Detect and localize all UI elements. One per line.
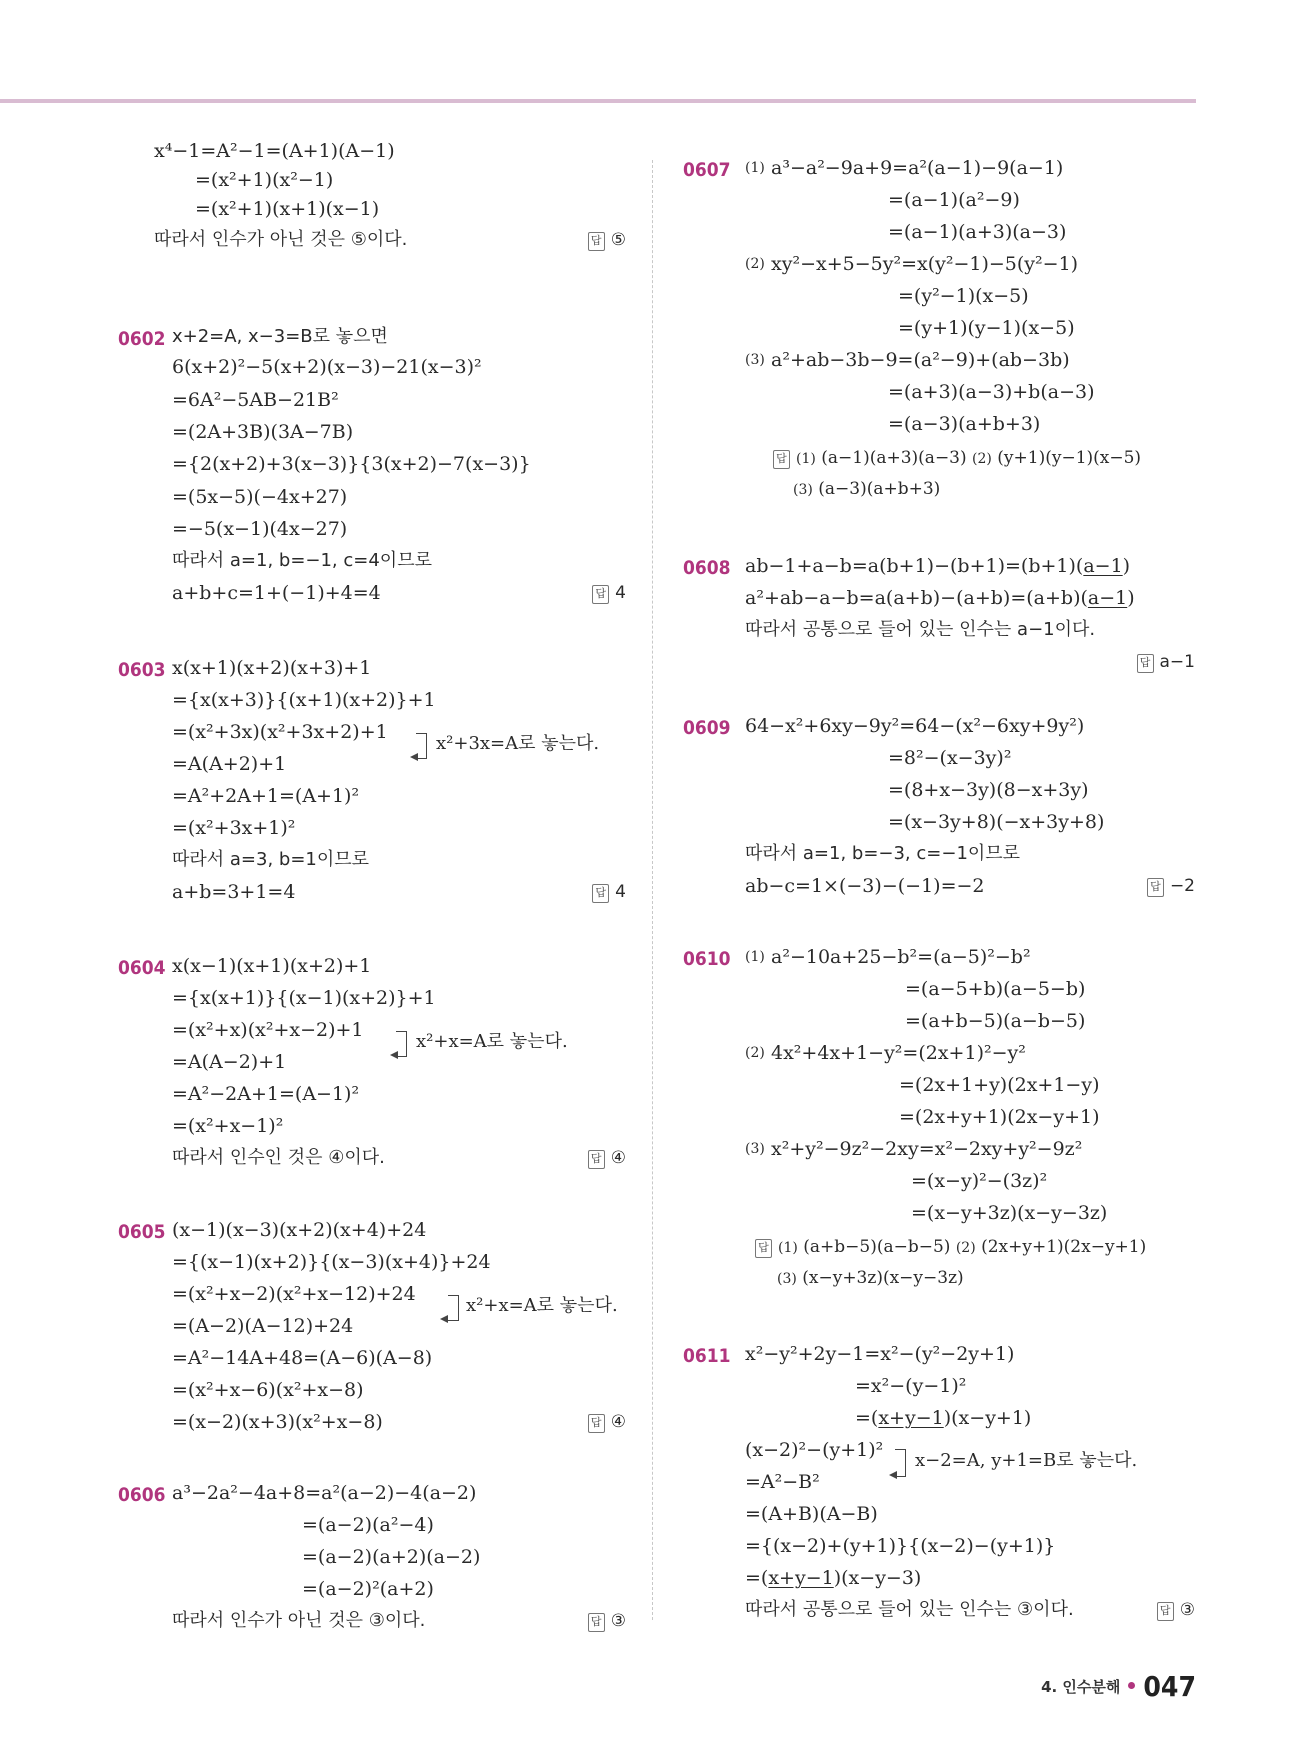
solution-line: =(x−3y+8)(−x+3y+8) [888, 811, 1105, 833]
solution-line: =(2A+3B)(3A−7B) [172, 421, 354, 443]
hint-arrow-icon [410, 753, 418, 761]
answer-value: 4 [615, 583, 626, 603]
solution-line [745, 1565, 921, 1591]
solution-line [745, 553, 1130, 579]
solution-line: =(x²+3x)(x²+3x+2)+1 [172, 721, 388, 743]
solution-line: =(8+x−3y)(8−x+3y) [888, 779, 1089, 801]
solution-line: =(a+b−5)(a−b−5) [905, 1010, 1086, 1032]
conclusion-text: 따라서 인수인 것은 ④이다. [172, 1147, 385, 1168]
part-label: (3) [793, 482, 813, 498]
answer [588, 1608, 626, 1634]
chapter-title: 4. 인수분해 [1041, 1678, 1121, 1696]
problem-number: 0606 [118, 1484, 166, 1506]
answer-value: ④ [610, 1412, 626, 1432]
solution-line: =(5x−5)(−4x+27) [172, 486, 348, 508]
solution-line: =A(A+2)+1 [172, 753, 287, 775]
conclusion-text: 따라서 공통으로 들어 있는 인수는 a−1이다. [745, 619, 1096, 640]
solution-line: =(x−y+3z)(x−y−3z) [911, 1202, 1108, 1224]
conclusion-text: 따라서 인수가 아닌 것은 ⑤이다. [154, 229, 408, 250]
solution-line: x(x−1)(x+1)(x+2)+1 [172, 955, 372, 977]
answer-icon: 답 [592, 585, 609, 604]
answer-icon: 답 [1157, 1602, 1174, 1621]
common-factor: x+y−1 [768, 1567, 834, 1589]
problem-number: 0603 [118, 659, 166, 681]
solution-line: =(x²+3x+1)² [172, 817, 296, 839]
answer-value: (a−1)(a+3)(a−3) [821, 448, 967, 468]
solution-line: =(2x+y+1)(2x−y+1) [899, 1106, 1100, 1128]
solution-line: =(x²+x−1)² [172, 1115, 284, 1137]
answer [755, 1234, 1146, 1261]
hint-arrow-icon [889, 1471, 897, 1479]
solution-line: =(x²+1)(x²−1) [195, 169, 334, 191]
solution-line: =A²−B² [745, 1471, 820, 1493]
solution-line: a²−10a+25−b²=(a−5)²−b² [771, 946, 1031, 968]
solution-line: =A²−14A+48=(A−6)(A−8) [172, 1347, 433, 1369]
answer-value: (2x+y+1)(2x−y+1) [981, 1237, 1147, 1257]
answer-value: ③ [610, 1611, 626, 1631]
answer [588, 227, 626, 253]
solution-line: a³−a²−9a+9=a²(a−1)−9(a−1) [771, 157, 1064, 179]
solution-line: =(a−2)(a+2)(a−2) [302, 1546, 481, 1568]
column-divider [652, 160, 653, 1620]
expression: ab−1+a−b=a(b+1)−(b+1)=(b+1)( [745, 555, 1084, 577]
solution-line: ={x(x+3)}{(x+1)(x+2)}+1 [172, 689, 436, 711]
conclusion-text: 따라서 공통으로 들어 있는 인수는 ③이다. [745, 1599, 1074, 1620]
hint-arrow-icon [390, 1051, 398, 1059]
solution-line: (x−1)(x−3)(x+2)(x+4)+24 [172, 1219, 427, 1241]
solution-line: =(y²−1)(x−5) [898, 285, 1029, 307]
solution-line: ={x(x+1)}{(x−1)(x+2)}+1 [172, 987, 436, 1009]
answer [592, 580, 626, 606]
solution-line: a²+ab−3b−9=(a²−9)+(ab−3b) [771, 349, 1070, 371]
solution-line: ab−c=1×(−3)−(−1)=−2 [745, 875, 985, 897]
part-label: (2) [745, 1045, 765, 1061]
solution-line: =(x²+x−6)(x²+x−8) [172, 1379, 364, 1401]
solution-line: =(x²+x−2)(x²+x−12)+24 [172, 1283, 416, 1305]
solution-line: a+b=3+1=4 [172, 881, 296, 903]
problem-number: 0610 [683, 948, 731, 970]
solution-line: =(x²+1)(x+1)(x−1) [195, 198, 380, 220]
problem-number: 0607 [683, 159, 731, 181]
problem-number: 0608 [683, 557, 731, 579]
problem-number: 0609 [683, 717, 731, 739]
answer [1147, 873, 1195, 899]
solution-line: (x−2)²−(y+1)² [745, 1439, 884, 1461]
solution-line: x+2=A, x−3=B로 놓으면 [172, 326, 388, 347]
solution-line: =(a−3)(a+b+3) [888, 413, 1041, 435]
solution-line: a+b+c=1+(−1)+4=4 [172, 582, 381, 604]
solution-line: ={(x−2)+(y+1)}{(x−2)−(y+1)} [745, 1535, 1056, 1557]
solution-line [855, 1405, 1031, 1431]
bullet-dot-icon [1128, 1682, 1135, 1689]
solution-line: =(a+3)(a−3)+b(a−3) [888, 381, 1095, 403]
answer-value: (x−y+3z)(x−y−3z) [802, 1268, 964, 1288]
part-label: (2) [745, 256, 765, 272]
solution-line: 64−x²+6xy−9y²=64−(x²−6xy+9y²) [745, 715, 1085, 737]
solution-line: x²+y²−9z²−2xy=x²−2xy+y²−9z² [771, 1138, 1083, 1160]
solution-line: =(a−1)(a²−9) [888, 189, 1020, 211]
solution-line: =A²+2A+1=(A+1)² [172, 785, 360, 807]
solution-line: 따라서 a=3, b=1이므로 [172, 849, 370, 870]
answer-value: (a+b−5)(a−b−5) [803, 1237, 951, 1257]
answer-icon: 답 [588, 1414, 605, 1433]
solution-line: =(x²+x)(x²+x−2)+1 [172, 1019, 364, 1041]
answer-icon: 답 [773, 450, 790, 469]
solution-line: =(2x+1+y)(2x+1−y) [899, 1074, 1100, 1096]
solution-line: ={(x−1)(x+2)}{(x−3)(x+4)}+24 [172, 1251, 491, 1273]
expression: =( [855, 1407, 879, 1429]
part-label: (2) [955, 1240, 976, 1256]
answer [1157, 1597, 1195, 1623]
answer-value: ⑤ [610, 230, 626, 250]
hint-arrow-icon [440, 1315, 448, 1323]
answer-value: ④ [610, 1148, 626, 1168]
solution-line: ={2(x+2)+3(x−3)}{3(x+2)−7(x−3)} [172, 453, 531, 475]
common-factor: a−1 [1087, 587, 1128, 609]
common-factor: a−1 [1083, 555, 1123, 577]
answer [773, 445, 1141, 472]
part-label: (1) [778, 1240, 798, 1256]
substitution-hint: x−2=A, y+1=B로 놓는다. [915, 1450, 1138, 1471]
solution-line: =(x−y)²−(3z)² [911, 1170, 1048, 1192]
substitution-hint: x²+x=A로 놓는다. [416, 1031, 568, 1052]
solution-line: =(A−2)(A−12)+24 [172, 1315, 354, 1337]
page-number: 047 [1143, 1670, 1196, 1703]
answer-value: (y+1)(y−1)(x−5) [997, 448, 1142, 468]
answer-value: 4 [615, 882, 626, 902]
solution-line: =(a−5+b)(a−5−b) [905, 978, 1086, 1000]
problem-number: 0605 [118, 1221, 166, 1243]
expression: a²+ab−a−b=a(a+b)−(a+b)=(a+b)( [745, 587, 1088, 609]
part-label: (1) [745, 160, 765, 176]
part-label: (3) [745, 1141, 765, 1157]
part-label: (2) [972, 451, 992, 467]
problem-number: 0611 [683, 1345, 731, 1367]
answer-icon: 답 [1147, 878, 1164, 897]
solution-line: =x²−(y−1)² [855, 1375, 967, 1397]
part-label: (1) [796, 451, 816, 467]
solution-line: a³−2a²−4a+8=a²(a−2)−4(a−2) [172, 1482, 477, 1504]
solution-line: =−5(x−1)(4x−27) [172, 518, 348, 540]
common-factor: x+y−1 [878, 1407, 944, 1429]
solution-line: =(x−2)(x+3)(x²+x−8) [172, 1411, 383, 1433]
substitution-hint: x²+3x=A로 놓는다. [436, 733, 600, 754]
answer-value: (a−3)(a+b+3) [818, 479, 941, 499]
solution-line: x⁴−1=A²−1=(A+1)(A−1) [154, 140, 395, 162]
hint-bracket [448, 1295, 459, 1321]
answer-value: a−1 [1159, 652, 1195, 672]
solution-line: =(a−2)²(a+2) [302, 1578, 434, 1600]
answer-icon: 답 [588, 1613, 605, 1632]
solution-line: =(a−2)(a²−4) [302, 1514, 434, 1536]
solution-line: =8²−(x−3y)² [888, 747, 1012, 769]
solution-line: 따라서 a=1, b=−3, c=−1이므로 [745, 843, 1021, 864]
solution-line: xy²−x+5−5y²=x(y²−1)−5(y²−1) [771, 253, 1079, 275]
part-label: (3) [777, 1271, 797, 1287]
solution-line: =(y+1)(y−1)(x−5) [898, 317, 1075, 339]
page-footer [1041, 1670, 1196, 1703]
solution-line: =A(A−2)+1 [172, 1051, 287, 1073]
expression-tail: )(x−y−3) [833, 1567, 922, 1589]
solution-line [745, 585, 1135, 611]
top-decorative-bar [0, 99, 1196, 103]
answer-icon: 답 [755, 1239, 772, 1258]
part-label: (3) [745, 352, 765, 368]
solution-line: =A²−2A+1=(A−1)² [172, 1083, 360, 1105]
solution-line: 따라서 a=1, b=−1, c=4이므로 [172, 550, 432, 571]
substitution-hint: x²+x=A로 놓는다. [466, 1295, 618, 1316]
answer [1137, 649, 1195, 675]
closing-paren: ) [1127, 587, 1135, 609]
conclusion-text: 따라서 인수가 아닌 것은 ③이다. [172, 1610, 426, 1631]
answer [588, 1145, 626, 1171]
solution-line: =(a−1)(a+3)(a−3) [888, 221, 1067, 243]
expression: =( [745, 1567, 769, 1589]
solution-line: x²−y²+2y−1=x²−(y²−2y+1) [745, 1343, 1015, 1365]
closing-paren: ) [1122, 555, 1131, 577]
answer-continued [793, 476, 940, 503]
answer-icon: 답 [592, 884, 609, 903]
problem-number: 0604 [118, 957, 166, 979]
answer-icon: 답 [1137, 654, 1154, 673]
answer-icon: 답 [588, 232, 605, 251]
solution-line: x(x+1)(x+2)(x+3)+1 [172, 657, 372, 679]
answer-continued [777, 1265, 964, 1292]
solution-line: =(A+B)(A−B) [745, 1503, 878, 1525]
answer-icon: 답 [588, 1150, 605, 1169]
expression-tail: )(x−y+1) [943, 1407, 1032, 1429]
solution-line: 6(x+2)²−5(x+2)(x−3)−21(x−3)² [172, 356, 482, 378]
problem-number: 0602 [118, 328, 166, 350]
solution-line: 4x²+4x+1−y²=(2x+1)²−y² [771, 1042, 1026, 1064]
solution-line: =6A²−5AB−21B² [172, 389, 339, 411]
answer-value: −2 [1169, 876, 1195, 896]
answer [592, 879, 626, 905]
answer [588, 1409, 626, 1435]
part-label: (1) [745, 949, 765, 965]
answer-value: ③ [1179, 1600, 1195, 1620]
